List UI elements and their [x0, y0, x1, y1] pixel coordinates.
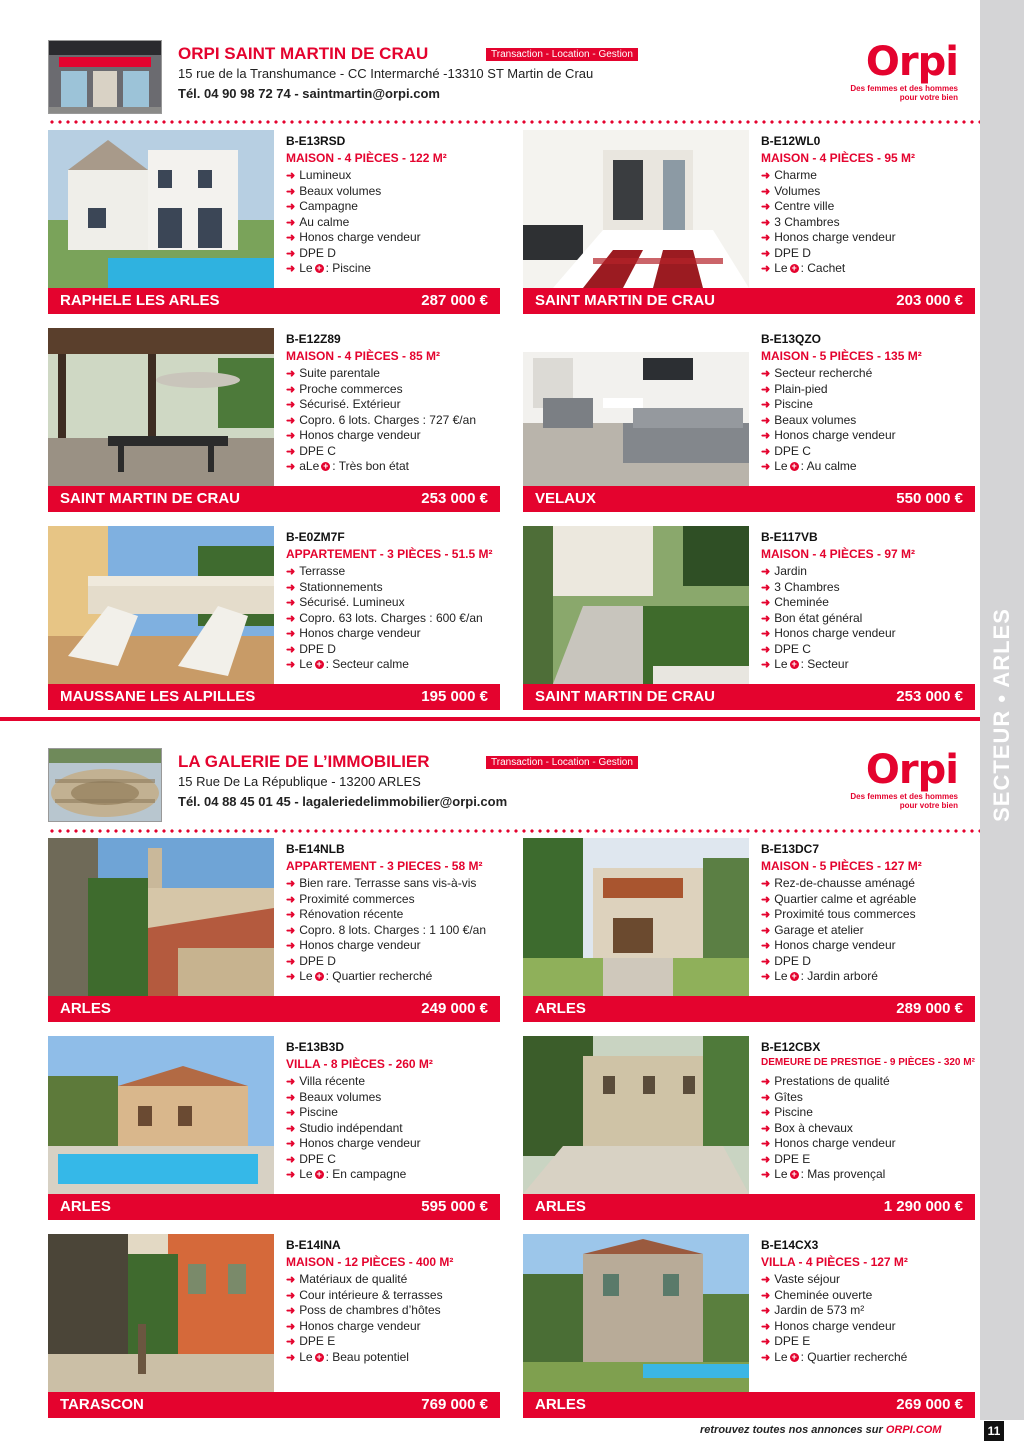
plus-icon: + [791, 461, 797, 472]
arrow-icon: ➜ [761, 1289, 771, 1302]
arrow-icon: ➜ [286, 399, 296, 411]
arrow-icon: ➜ [286, 612, 296, 625]
arrow-icon: ➜ [761, 893, 771, 906]
property-type: MAISON - 4 PIÈCES - 85 M² [286, 349, 441, 363]
price: 287 000 € [421, 292, 488, 309]
dotted-divider [48, 120, 980, 124]
arrow-icon: ➜ [761, 1169, 771, 1181]
arrow-icon: ➜ [286, 216, 296, 229]
arrow-icon: ➜ [286, 971, 296, 983]
arrow-icon: ➜ [761, 581, 771, 594]
feature-item: ➜ Campagne [286, 199, 421, 215]
arrow-icon: ➜ [286, 247, 296, 260]
listing-ref: B-E12WL0 [761, 134, 821, 148]
plus-icon: + [791, 263, 797, 274]
arrow-icon: ➜ [286, 597, 296, 609]
price-bar [523, 996, 975, 1022]
arrow-icon: ➜ [286, 1305, 296, 1317]
feature-list [286, 1074, 421, 1183]
feature-plus: ➜ Le + : Quartier recherché [286, 969, 486, 985]
orpi-logo: Orpi Des femmes et des hommes pour votre bien [850, 747, 958, 810]
price-bar [48, 1194, 500, 1220]
arrow-icon: ➜ [761, 1138, 771, 1150]
feature-item: ➜ Terrasse [286, 564, 483, 580]
arrow-icon: ➜ [286, 909, 296, 921]
feature-item: ➜ Honos charge vendeur [761, 626, 896, 642]
price-bar [48, 1392, 500, 1418]
listing-card[interactable] [523, 526, 975, 710]
arrow-icon: ➜ [761, 1076, 771, 1088]
feature-item: ➜ Honos charge vendeur [286, 1319, 443, 1335]
section-divider [0, 717, 980, 721]
feature-plus: ➜ aLe + : Très bon état [286, 459, 476, 475]
arrow-icon: ➜ [761, 878, 771, 890]
feature-item: ➜ Proche commerces [286, 382, 476, 398]
property-type: VILLA - 4 PIÈCES - 127 M² [761, 1255, 908, 1269]
arrow-icon: ➜ [286, 263, 296, 275]
plus-icon: + [791, 971, 797, 982]
feature-list [761, 1272, 907, 1365]
plus-icon: + [316, 971, 322, 982]
city: RAPHELE LES ARLES [60, 292, 220, 309]
city: ARLES [535, 1000, 586, 1017]
arrow-icon: ➜ [761, 1153, 771, 1166]
feature-item: ➜ Au calme [286, 215, 421, 231]
arrow-icon: ➜ [286, 414, 296, 427]
feature-item: ➜ Vaste séjour [761, 1272, 907, 1288]
feature-item: ➜ DPE E [761, 1334, 907, 1350]
arrow-icon: ➜ [761, 909, 771, 921]
arrow-icon: ➜ [286, 628, 296, 640]
arrow-icon: ➜ [761, 1274, 771, 1286]
plus-icon: + [316, 1169, 322, 1180]
feature-item: ➜ Matériaux de qualité [286, 1272, 443, 1288]
price: 269 000 € [896, 1396, 963, 1413]
arrow-icon: ➜ [761, 170, 771, 182]
listing-ref: B-E13RSD [286, 134, 346, 148]
feature-item: ➜ Lumineux [286, 168, 421, 184]
property-type: APPARTEMENT - 3 PIECES - 58 M² [286, 859, 483, 873]
arrow-icon: ➜ [761, 924, 771, 937]
feature-item: ➜ Bon état général [761, 611, 896, 627]
price-bar [523, 1392, 975, 1418]
feature-item: ➜ Honos charge vendeur [761, 230, 896, 246]
arrow-icon: ➜ [761, 566, 771, 578]
agency-header-1 [48, 40, 960, 116]
plus-icon: + [316, 659, 322, 670]
feature-item: ➜ Honos charge vendeur [286, 938, 486, 954]
feature-item: ➜ Cheminée [761, 595, 896, 611]
dotted-divider [48, 829, 980, 833]
agency-header-2 [48, 748, 960, 824]
feature-list [286, 876, 486, 985]
feature-item: ➜ DPE D [286, 246, 421, 262]
feature-item: ➜ DPE C [286, 1152, 421, 1168]
feature-item: ➜ Honos charge vendeur [286, 230, 421, 246]
feature-item: ➜ Bien rare. Terrasse sans vis-à-vis [286, 876, 486, 892]
price-bar [523, 486, 975, 512]
agency-name: ORPI SAINT MARTIN DE CRAU [178, 44, 429, 63]
feature-item: ➜ Copro. 6 lots. Charges : 727 €/an [286, 413, 476, 429]
feature-plus: ➜ Le + : Jardin arboré [761, 969, 916, 985]
arrow-icon: ➜ [286, 1122, 296, 1135]
arrow-icon: ➜ [761, 263, 771, 275]
feature-item: ➜ DPE C [286, 444, 476, 460]
arrow-icon: ➜ [761, 414, 771, 427]
price-bar [48, 288, 500, 314]
feature-list [761, 366, 896, 475]
feature-item: ➜ DPE D [286, 954, 486, 970]
arrow-icon: ➜ [761, 430, 771, 442]
arrow-icon: ➜ [286, 581, 296, 594]
city: MAUSSANE LES ALPILLES [60, 688, 256, 705]
arrow-icon: ➜ [761, 971, 771, 983]
property-photo [48, 130, 274, 288]
arrow-icon: ➜ [286, 1274, 296, 1286]
arrow-icon: ➜ [761, 940, 771, 952]
plus-icon: + [316, 1351, 322, 1362]
arrow-icon: ➜ [286, 1076, 296, 1088]
arrow-icon: ➜ [286, 659, 296, 671]
arrow-icon: ➜ [761, 612, 771, 625]
feature-item: ➜ Box à chevaux [761, 1121, 896, 1137]
feature-item: ➜ Gîtes [761, 1090, 896, 1106]
arrow-icon: ➜ [286, 232, 296, 244]
property-type: VILLA - 8 PIÈCES - 260 M² [286, 1057, 433, 1071]
price-bar [48, 684, 500, 710]
property-photo [48, 1036, 274, 1194]
price: 249 000 € [421, 1000, 488, 1017]
agency-arena-photo [48, 748, 162, 822]
feature-item: ➜ Copro. 63 lots. Charges : 600 €/an [286, 611, 483, 627]
feature-item: ➜ Honos charge vendeur [286, 1136, 421, 1152]
feature-plus: ➜ Le + : Piscine [286, 261, 421, 277]
feature-item: ➜ Honos charge vendeur [761, 1319, 907, 1335]
agency-storefront-photo [48, 40, 162, 114]
listing-ref: B-E13B3D [286, 1040, 345, 1054]
price: 203 000 € [896, 292, 963, 309]
price-bar [523, 1194, 975, 1220]
feature-list [761, 1074, 896, 1183]
listing-card[interactable] [523, 130, 975, 314]
arrow-icon: ➜ [761, 659, 771, 671]
property-type: MAISON - 5 PIÈCES - 127 M² [761, 859, 922, 873]
arrow-icon: ➜ [286, 940, 296, 952]
orpi-logo: Orpi Des femmes et des hommes pour votre bien [850, 39, 958, 102]
arrow-icon: ➜ [286, 170, 296, 182]
arrow-icon: ➜ [761, 955, 771, 968]
arrow-icon: ➜ [761, 232, 771, 244]
arrow-icon: ➜ [286, 1351, 296, 1364]
arrow-icon: ➜ [761, 216, 771, 229]
price-bar [48, 486, 500, 512]
feature-item: ➜ Rez-de-chausse aménagé [761, 876, 916, 892]
arrow-icon: ➜ [286, 1107, 296, 1119]
property-type: MAISON - 12 PIÈCES - 400 M² [286, 1255, 454, 1269]
price: 253 000 € [421, 490, 488, 507]
price: 195 000 € [421, 688, 488, 705]
footer-note: retrouvez toutes nos annonces sur ORPI.COM [700, 1424, 942, 1436]
arrow-icon: ➜ [761, 1336, 771, 1348]
listing-ref: B-E13DC7 [761, 842, 820, 856]
city: ARLES [535, 1198, 586, 1215]
property-photo [523, 838, 749, 996]
feature-item: ➜ Honos charge vendeur [761, 1136, 896, 1152]
arrow-icon: ➜ [761, 597, 771, 609]
listing-ref: B-E117VB [761, 530, 818, 544]
arrow-icon: ➜ [286, 1320, 296, 1333]
feature-plus: ➜ Le + : Cachet [761, 261, 896, 277]
plus-icon: + [791, 1351, 797, 1362]
price-bar [523, 684, 975, 710]
feature-item: ➜ Plain-pied [761, 382, 896, 398]
property-photo [523, 1234, 749, 1392]
feature-plus: ➜ Le + : Secteur [761, 657, 896, 673]
arrow-icon: ➜ [286, 1091, 296, 1104]
plus-icon: + [323, 461, 329, 472]
feature-plus: ➜ Le + : Au calme [761, 459, 896, 475]
feature-item: ➜ Honos charge vendeur [286, 626, 483, 642]
property-photo [48, 1234, 274, 1392]
feature-item: ➜ DPE E [286, 1334, 443, 1350]
feature-item: ➜ 3 Chambres [761, 215, 896, 231]
property-photo [523, 526, 749, 684]
listing-card[interactable] [48, 1234, 500, 1418]
arrow-icon: ➜ [286, 1289, 296, 1302]
property-photo [523, 130, 749, 288]
feature-plus: ➜ Le + : En campagne [286, 1167, 421, 1183]
feature-item: ➜ Sécurisé. Extérieur [286, 397, 476, 413]
property-type: MAISON - 4 PIÈCES - 95 M² [761, 151, 916, 165]
arrow-icon: ➜ [761, 185, 771, 198]
feature-item: ➜ Copro. 8 lots. Charges : 1 100 €/an [286, 923, 486, 939]
city: SAINT MARTIN DE CRAU [60, 490, 240, 507]
feature-item: ➜ Poss de chambres d’hôtes [286, 1303, 443, 1319]
property-photo [48, 838, 274, 996]
arrow-icon: ➜ [761, 461, 771, 473]
feature-item: ➜ Piscine [761, 397, 896, 413]
feature-item: ➜ Stationnements [286, 580, 483, 596]
arrow-icon: ➜ [286, 566, 296, 578]
property-photo [48, 526, 274, 684]
arrow-icon: ➜ [286, 1169, 296, 1181]
arrow-icon: ➜ [286, 955, 296, 968]
feature-item: ➜ 3 Chambres [761, 580, 896, 596]
listing-ref: B-E12CBX [761, 1040, 821, 1054]
feature-list [286, 564, 483, 673]
listing-ref: B-E14CX3 [761, 1238, 819, 1252]
listing-card[interactable] [48, 1036, 500, 1220]
feature-item: ➜ Centre ville [761, 199, 896, 215]
feature-item: ➜ Suite parentale [286, 366, 476, 382]
agency-name: LA GALERIE DE L’IMMOBILIER [178, 752, 430, 771]
feature-item: ➜ Honos charge vendeur [761, 428, 896, 444]
price: 595 000 € [421, 1198, 488, 1215]
city: ARLES [60, 1198, 111, 1215]
listing-ref: B-E12Z89 [286, 332, 341, 346]
plus-icon: + [791, 659, 797, 670]
feature-item: ➜ DPE C [761, 642, 896, 658]
feature-item: ➜ Jardin [761, 564, 896, 580]
feature-item: ➜ DPE D [761, 954, 916, 970]
feature-item: ➜ Rénovation récente [286, 907, 486, 923]
feature-plus: ➜ Le + : Mas provençal [761, 1167, 896, 1183]
agency-contact: Tél. 04 90 98 72 74 - saintmartin@orpi.com [178, 86, 440, 101]
listing-card[interactable] [523, 328, 975, 512]
feature-list [286, 1272, 443, 1365]
plus-icon: + [316, 263, 322, 274]
feature-item: ➜ Garage et atelier [761, 923, 916, 939]
listing-card[interactable] [523, 838, 975, 1022]
feature-list [286, 366, 476, 475]
arrow-icon: ➜ [761, 399, 771, 411]
property-type: MAISON - 5 PIÈCES - 135 M² [761, 349, 922, 363]
services-tag: Transaction - Location - Gestion [486, 756, 638, 769]
feature-item: ➜ Piscine [286, 1105, 421, 1121]
arrow-icon: ➜ [761, 628, 771, 640]
listing-card[interactable] [48, 130, 500, 314]
feature-item: ➜ Charme [761, 168, 896, 184]
price-bar [48, 996, 500, 1022]
city: ARLES [535, 1396, 586, 1413]
feature-plus: ➜ Le + : Quartier recherché [761, 1350, 907, 1366]
price: 550 000 € [896, 490, 963, 507]
agency-contact: Tél. 04 88 45 01 45 - lagaleriedelimmobilier@orpi.com [178, 794, 508, 809]
feature-item: ➜ Honos charge vendeur [286, 428, 476, 444]
arrow-icon: ➜ [286, 878, 296, 890]
arrow-icon: ➜ [286, 430, 296, 442]
feature-plus: ➜ Le + : Beau potentiel [286, 1350, 443, 1366]
feature-item: ➜ Studio indépendant [286, 1121, 421, 1137]
feature-item: ➜ Jardin de 573 m² [761, 1303, 907, 1319]
listing-card[interactable] [48, 838, 500, 1022]
arrow-icon: ➜ [286, 924, 296, 937]
feature-item: ➜ Prestations de qualité [761, 1074, 896, 1090]
property-type: DEMEURE DE PRESTIGE - 9 PIÈCES - 320 M² [761, 1057, 975, 1068]
feature-item: ➜ Proximité commerces [286, 892, 486, 908]
listing-card[interactable] [48, 526, 500, 710]
feature-item: ➜ Villa récente [286, 1074, 421, 1090]
arrow-icon: ➜ [286, 201, 296, 213]
arrow-icon: ➜ [286, 893, 296, 906]
agency-address: 15 rue de la Transhumance - CC Intermarché -13310 ST Martin de Crau [178, 66, 594, 81]
feature-item: ➜ Beaux volumes [286, 1090, 421, 1106]
feature-list [761, 876, 916, 985]
listing-ref: B-E14NLB [286, 842, 345, 856]
arrow-icon: ➜ [761, 643, 771, 656]
arrow-icon: ➜ [286, 1138, 296, 1150]
arrow-icon: ➜ [761, 201, 771, 213]
price-bar [523, 288, 975, 314]
price: 289 000 € [896, 1000, 963, 1017]
feature-item: ➜ DPE E [761, 1152, 896, 1168]
feature-item: ➜ Volumes [761, 184, 896, 200]
feature-item: ➜ DPE C [761, 444, 896, 460]
feature-item: ➜ Cheminée ouverte [761, 1288, 907, 1304]
arrow-icon: ➜ [286, 445, 296, 458]
listing-ref: B-E0ZM7F [286, 530, 345, 544]
page-number: 11 [984, 1421, 1004, 1441]
sector-label: SECTEUR • ARLES [989, 608, 1015, 822]
arrow-icon: ➜ [761, 1351, 771, 1364]
feature-item: ➜ DPE D [761, 246, 896, 262]
arrow-icon: ➜ [286, 643, 296, 656]
city: ARLES [60, 1000, 111, 1017]
agency-address: 15 Rue De La République - 13200 ARLES [178, 774, 421, 789]
property-type: MAISON - 4 PIÈCES - 97 M² [761, 547, 916, 561]
feature-item: ➜ Piscine [761, 1105, 896, 1121]
listing-ref: B-E13QZO [761, 332, 822, 346]
arrow-icon: ➜ [761, 1320, 771, 1333]
listing-card[interactable] [523, 1036, 975, 1220]
feature-item: ➜ Quartier calme et agréable [761, 892, 916, 908]
listing-ref: B-E14INA [286, 1238, 341, 1252]
arrow-icon: ➜ [286, 1153, 296, 1166]
arrow-icon: ➜ [761, 247, 771, 260]
feature-item: ➜ DPE D [286, 642, 483, 658]
arrow-icon: ➜ [761, 368, 771, 380]
feature-list [761, 564, 896, 673]
price: 253 000 € [896, 688, 963, 705]
city: VELAUX [535, 490, 596, 507]
feature-item: ➜ Secteur recherché [761, 366, 896, 382]
arrow-icon: ➜ [761, 1107, 771, 1119]
feature-item: ➜ Cour intérieure & terrasses [286, 1288, 443, 1304]
feature-item: ➜ Proximité tous commerces [761, 907, 916, 923]
feature-list [286, 168, 421, 277]
arrow-icon: ➜ [286, 185, 296, 198]
feature-plus: ➜ Le + : Secteur calme [286, 657, 483, 673]
price: 1 290 000 € [883, 1198, 963, 1215]
website-link[interactable]: ORPI.COM [885, 1424, 942, 1436]
city: SAINT MARTIN DE CRAU [535, 688, 715, 705]
feature-item: ➜ Sécurisé. Lumineux [286, 595, 483, 611]
arrow-icon: ➜ [286, 1336, 296, 1348]
arrow-icon: ➜ [761, 445, 771, 458]
arrow-icon: ➜ [761, 1305, 771, 1317]
listing-card[interactable] [48, 328, 500, 512]
arrow-icon: ➜ [286, 383, 296, 396]
feature-item: ➜ Honos charge vendeur [761, 938, 916, 954]
price: 769 000 € [421, 1396, 488, 1413]
feature-item: ➜ Beaux volumes [761, 413, 896, 429]
property-photo [48, 328, 274, 486]
listing-card[interactable] [523, 1234, 975, 1418]
arrow-icon: ➜ [761, 1122, 771, 1135]
arrow-icon: ➜ [761, 1091, 771, 1104]
arrow-icon: ➜ [286, 461, 296, 473]
feature-item: ➜ Beaux volumes [286, 184, 421, 200]
arrow-icon: ➜ [761, 383, 771, 396]
property-type: APPARTEMENT - 3 PIÈCES - 51.5 M² [286, 547, 493, 561]
property-photo [523, 1036, 749, 1194]
arrow-icon: ➜ [286, 368, 296, 380]
city: TARASCON [60, 1396, 144, 1413]
property-photo [523, 328, 749, 486]
property-type: MAISON - 4 PIÈCES - 122 M² [286, 151, 447, 165]
services-tag: Transaction - Location - Gestion [486, 48, 638, 61]
city: SAINT MARTIN DE CRAU [535, 292, 715, 309]
feature-list [761, 168, 896, 277]
plus-icon: + [791, 1169, 797, 1180]
